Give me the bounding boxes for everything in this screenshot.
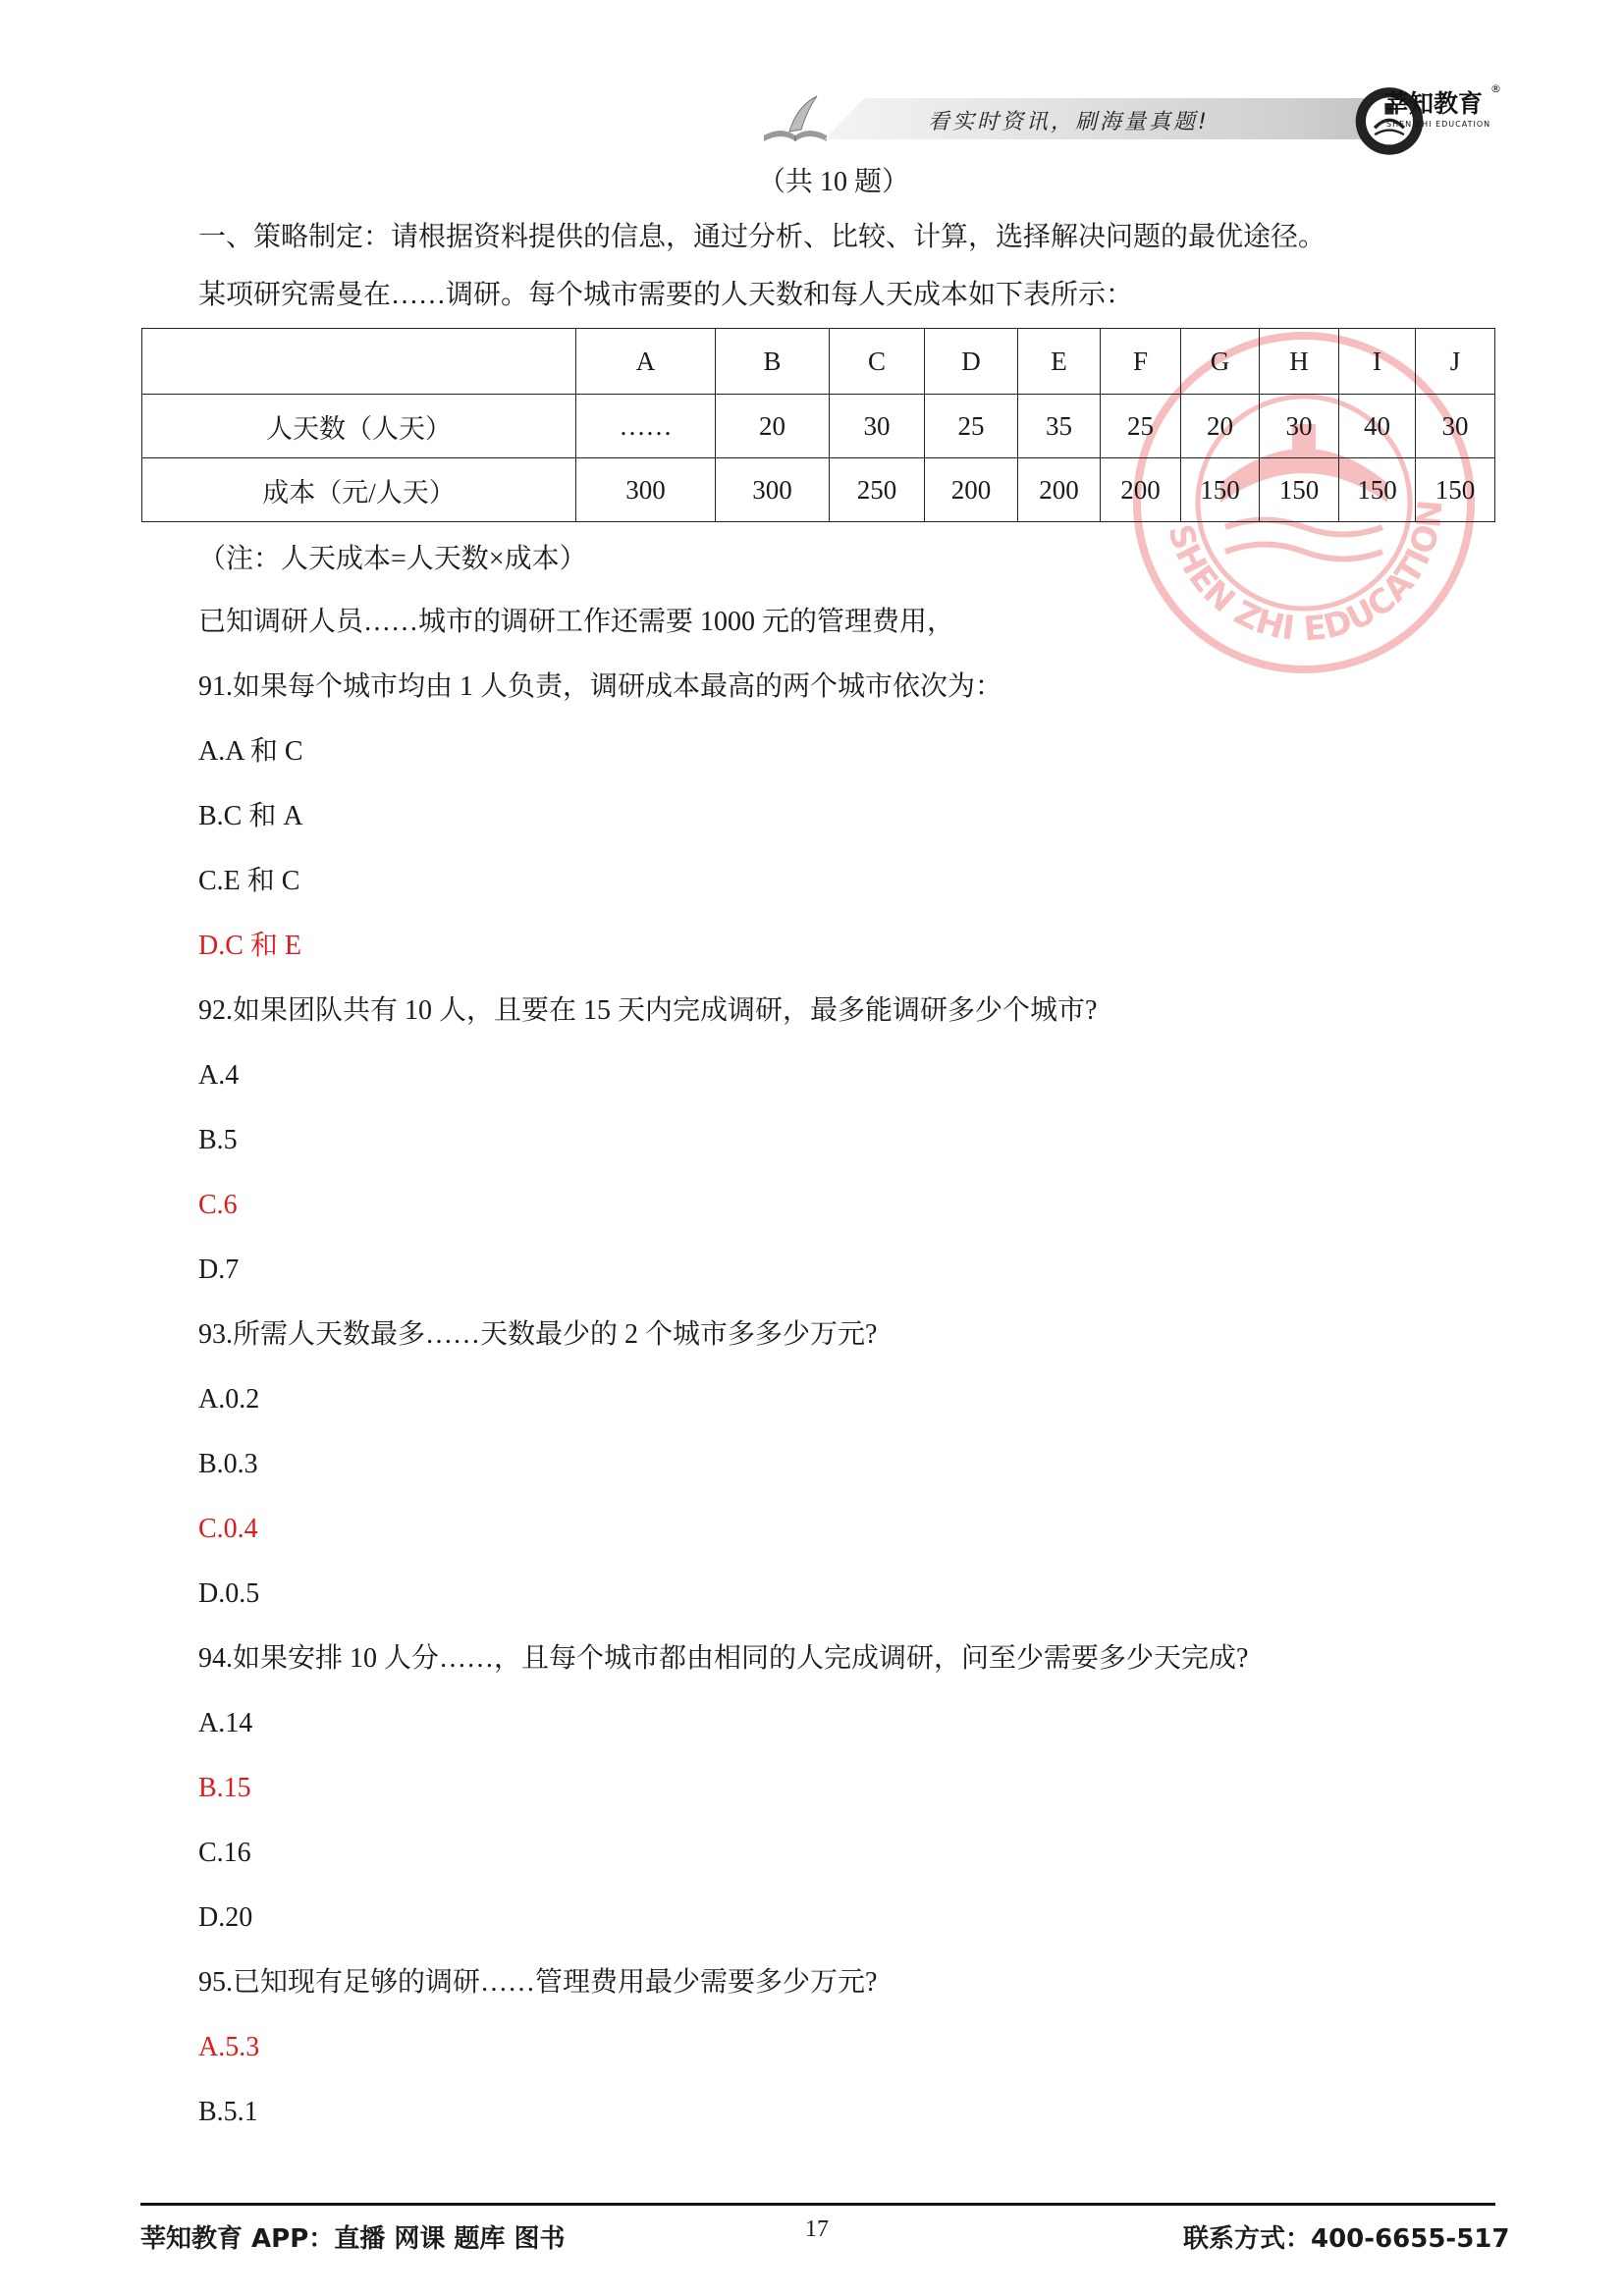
table-row-person-days xyxy=(142,395,1495,458)
table-row-label: 成本（元/人天） xyxy=(142,458,576,522)
answer-option[interactable]: A.4 xyxy=(198,1060,240,1091)
answer-option[interactable]: A.14 xyxy=(198,1708,253,1738)
table-header-cell xyxy=(142,329,576,395)
known-condition: 已知调研人员……城市的调研工作还需要 1000 元的管理费用， xyxy=(198,607,955,637)
table-cell: 20 xyxy=(1181,395,1260,458)
table-row-label: 人天数（人天） xyxy=(142,395,576,458)
table-cell: 200 xyxy=(925,458,1018,522)
table-row-cost xyxy=(142,458,1495,522)
page-header xyxy=(756,79,1522,157)
table-cell: 30 xyxy=(830,395,925,458)
answer-option[interactable]: B.5 xyxy=(198,1125,238,1155)
table-header-cell: G xyxy=(1181,329,1260,395)
table-cell: 150 xyxy=(1181,458,1260,522)
table-cell: 25 xyxy=(1101,395,1181,458)
answer-option[interactable]: A.A 和 C xyxy=(198,736,303,767)
table-cell: 20 xyxy=(716,395,830,458)
answer-option[interactable]: B.0.3 xyxy=(198,1449,258,1479)
answer-option-correct[interactable]: A.5.3 xyxy=(198,2032,260,2062)
table-cell: 150 xyxy=(1416,458,1495,522)
question-stem: 93.所需人天数最多……天数最少的 2 个城市多多少万元? xyxy=(198,1319,878,1350)
brand-subtitle: SHEN ZHI EDUCATION xyxy=(1386,120,1491,129)
table-cell: 30 xyxy=(1416,395,1495,458)
page-number: 17 xyxy=(805,2216,829,2242)
answer-option[interactable]: B.5.1 xyxy=(198,2097,258,2127)
footer-contact: 联系方式：400-6655-517 xyxy=(1183,2224,1510,2254)
table-header-cell: C xyxy=(830,329,925,395)
table-header-cell: J xyxy=(1416,329,1495,395)
table-header-cell: B xyxy=(716,329,830,395)
question-stem: 92.如果团队共有 10 人，且要在 15 天内完成调研，最多能调研多少个城市? xyxy=(198,995,1098,1026)
table-cell: 35 xyxy=(1018,395,1101,458)
table-header-row xyxy=(142,329,1495,395)
registered-mark: ® xyxy=(1490,82,1501,95)
answer-option-correct[interactable]: C.6 xyxy=(198,1190,238,1220)
table-cell: 30 xyxy=(1260,395,1339,458)
footer-app-promo: 莘知教育 APP：直播 网课 题库 图书 xyxy=(140,2224,566,2254)
header-slogan: 看实时资讯，刷海量真题! xyxy=(928,110,1210,134)
table-header-cell: D xyxy=(925,329,1018,395)
table-cell: 300 xyxy=(576,458,716,522)
table-note: （注：人天成本=人天数×成本） xyxy=(198,544,587,574)
table-header-cell: A xyxy=(576,329,716,395)
table-cell: 250 xyxy=(830,458,925,522)
answer-option[interactable]: C.16 xyxy=(198,1838,251,1868)
answer-option[interactable]: D.20 xyxy=(198,1902,253,1933)
table-cell: 200 xyxy=(1018,458,1101,522)
table-cell: …… xyxy=(576,395,716,458)
answer-option[interactable]: D.7 xyxy=(198,1255,240,1285)
question-count: （共 10 题） xyxy=(758,167,910,197)
question-stem: 95.已知现有足够的调研……管理费用最少需要多少万元? xyxy=(198,1967,878,1998)
question-stem: 91.如果每个城市均由 1 人负责，调研成本最高的两个城市依次为： xyxy=(198,671,1003,702)
answer-option[interactable]: C.E 和 C xyxy=(198,866,300,896)
book-quill-icon xyxy=(756,92,835,151)
table-cell: 150 xyxy=(1339,458,1416,522)
section-intro: 某项研究需曼在……调研。每个城市需要的人天数和每人天成本如下表所示： xyxy=(198,280,1134,310)
watermark-text: SHEN ZHI EDUCATION xyxy=(1160,498,1451,650)
footer-divider xyxy=(140,2203,1495,2206)
table-header-cell: E xyxy=(1018,329,1101,395)
table-cell: 40 xyxy=(1339,395,1416,458)
table-cell: 150 xyxy=(1260,458,1339,522)
answer-option[interactable]: D.0.5 xyxy=(198,1578,260,1609)
answer-option[interactable]: A.0.2 xyxy=(198,1384,260,1415)
table-header-cell: H xyxy=(1260,329,1339,395)
question-stem: 94.如果安排 10 人分……，且每个城市都由相同的人完成调研，问至少需要多少天完成? xyxy=(198,1643,1249,1674)
section-title: 一、策略制定：请根据资料提供的信息，通过分析、比较、计算，选择解决问题的最优途径。 xyxy=(198,222,1326,252)
table-cell: 25 xyxy=(925,395,1018,458)
table-cell: 300 xyxy=(716,458,830,522)
table-header-cell: I xyxy=(1339,329,1416,395)
table-header-cell: F xyxy=(1101,329,1181,395)
brand-name: 莘知教育 xyxy=(1384,89,1484,118)
answer-option-correct[interactable]: B.15 xyxy=(198,1773,251,1803)
answer-option[interactable]: B.C 和 A xyxy=(198,801,303,831)
table-cell: 200 xyxy=(1101,458,1181,522)
answer-option-correct[interactable]: C.0.4 xyxy=(198,1514,258,1544)
city-cost-table xyxy=(141,328,1495,522)
answer-option-correct[interactable]: D.C 和 E xyxy=(198,931,302,961)
